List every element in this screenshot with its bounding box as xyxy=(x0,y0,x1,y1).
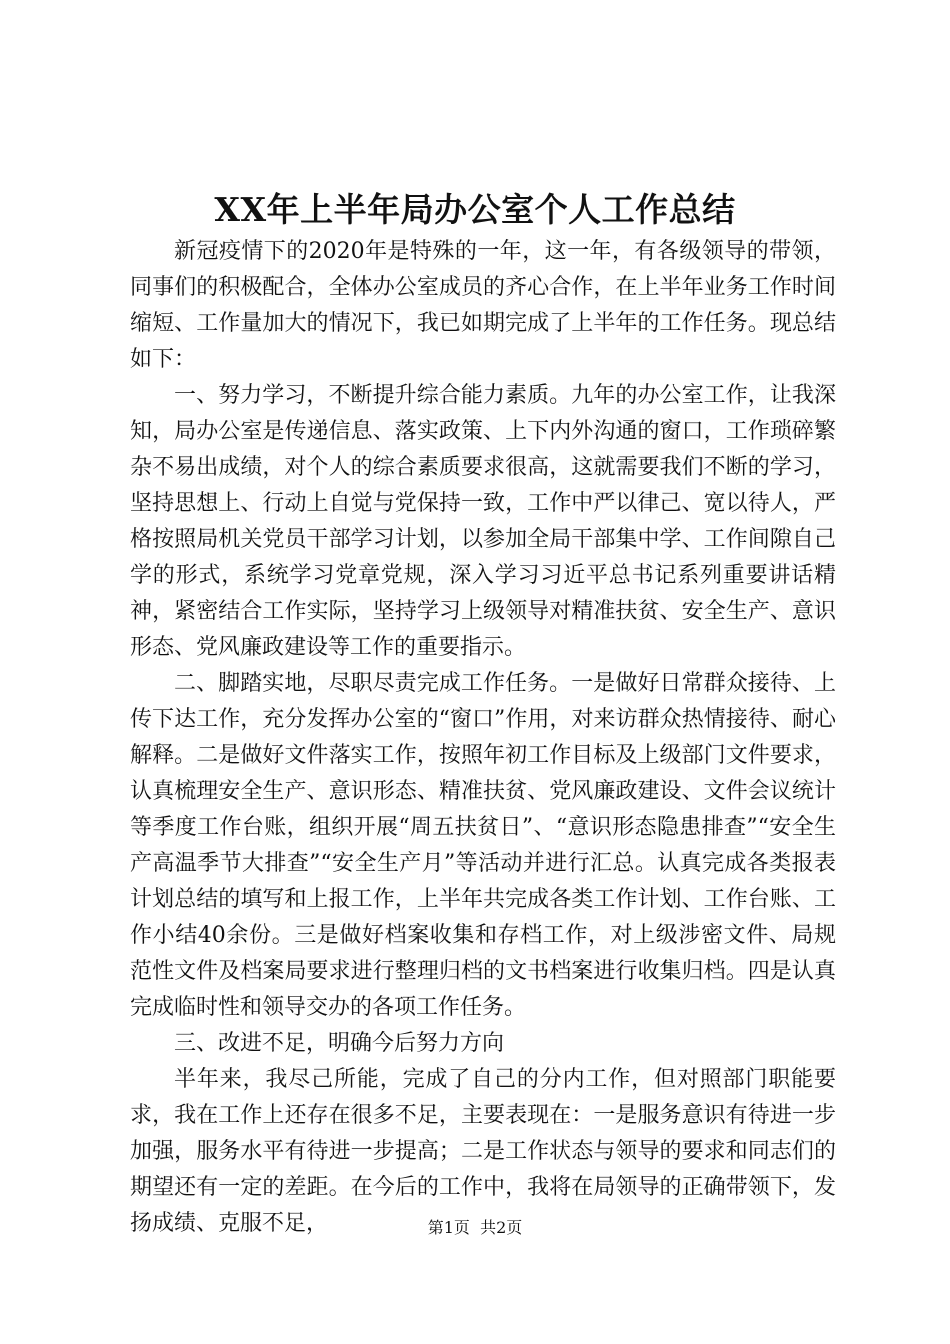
page-number: 第1页 共2页 xyxy=(427,1218,523,1237)
document-title: XX年上半年局办公室个人工作总结 xyxy=(214,190,736,229)
document-body xyxy=(130,234,836,1242)
paragraph-section-3-body: 半年来，我尽己所能，完成了自己的分内工作，但对照部门职能要求，我在工作上还存在很多不足，主要表现在：一是服务意识有待进一步加强，服务水平有待进一步提高；二是工作状态与领导的要求和同志们的期望还有一定的差距。在今后的工作中，我将在局领导的正确带领下，发扬成绩、克服不足， xyxy=(130,1067,836,1236)
paragraph-intro: 新冠疫情下的2020年是特殊的一年，这一年，有各级领导的带领，同事们的积极配合，全体办公室成员的齐心合作，在上半年业务工作时间缩短、工作量加大的情况下，我已如期完成了上半年的工作任务。现总结如下： xyxy=(130,239,836,372)
paragraph-section-3-heading: 三、改进不足，明确今后努力方向 xyxy=(174,1031,505,1056)
paragraph-section-1: 一、努力学习，不断提升综合能力素质。九年的办公室工作，让我深知，局办公室是传递信息、落实政策、上下内外沟通的窗口，工作琐碎繁杂不易出成绩，对个人的综合素质要求很高，这就需要我们不断的学习，坚持思想上、行动上自觉与党保持一致，工作中严以律己、宽以待人，严格按照局机关党员干部学习计划，以参加全局干部集中学、工作间隙自己学的形式，系统学习党章党规，深入学习习近平总书记系列重要讲话精神，紧密结合工作实际，坚持学习上级领导对精准扶贫、安全生产、意识形态、党风廉政建设等工作的重要指示。 xyxy=(130,383,836,660)
page-footer xyxy=(0,1216,950,1240)
paragraph-section-2: 二、脚踏实地，尽职尽责完成工作任务。一是做好日常群众接待、上传下达工作，充分发挥办公室的“窗口”作用，对来访群众热情接待、耐心解释。二是做好文件落实工作，按照年初工作目标及上级部门文件要求，认真梳理安全生产、意识形态、精准扶贫、党风廉政建设、文件会议统计等季度工作台账，组织开展“周五扶贫日”、“意识形态隐患排查”“安全生产高温季节大排查”“安全生产月”等活动并进行汇总。认真完成各类报表计划总结的填写和上报工作，上半年共完成各类工作计划、工作台账、工作小结40余份。三是做好档案收集和存档工作，对上级涉密文件、局规范性文件及档案局要求进行整理归档的文书档案进行收集归档。四是认真完成临时性和领导交办的各项工作任务。 xyxy=(130,671,836,1020)
